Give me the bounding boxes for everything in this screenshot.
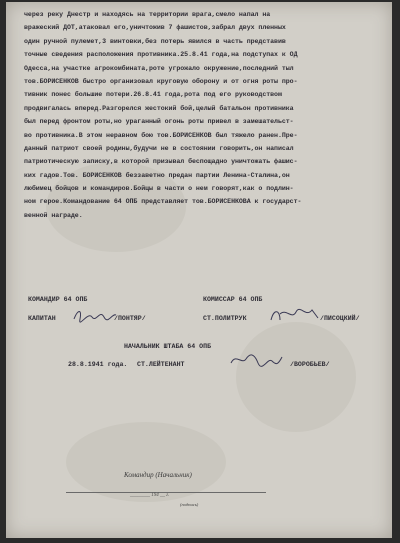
commander-name: /ПОНТЯР/ bbox=[114, 315, 146, 322]
form-commander-label: Командир (Начальник) bbox=[124, 471, 192, 479]
report-line: ном герое.Командование 64 ОПБ представляет тов.БОРИСЕНКОВА к государст- bbox=[24, 198, 302, 206]
report-line: тов.БОРИСЕНКОВ быстро организовал круговую оборону и от огня роты про- bbox=[24, 77, 298, 85]
report-line: венной награде. bbox=[24, 211, 83, 219]
report-line: продвигалась вперед.Разгорелся жестокий бой,целый батальон противника bbox=[24, 104, 294, 112]
report-line: любимец бойцов и командиров.Бойцы в части о нем говорят,как о подлин- bbox=[24, 185, 294, 193]
report-line: ких гадов.Тов. БОРИСЕНКОВ беззаветно предан партии Ленина-Сталина,он bbox=[24, 171, 290, 179]
staff-title: НАЧАЛЬНИК ШТАБА 64 ОПБ bbox=[124, 343, 212, 350]
document-sheet bbox=[6, 2, 392, 538]
report-line: тивник понес большие потери.26.8.41 года,рота под его руководством bbox=[24, 91, 282, 99]
report-line: патриотическую записку,в которой призывал беспощадно уничтожать фашис- bbox=[24, 158, 298, 166]
report-date: 28.8.1941 года. bbox=[68, 361, 128, 368]
report-line: во противника.В этом неравном бою тов.БОРИСЕНКОВ был тяжело ранен.Пре- bbox=[24, 131, 298, 139]
staff-signature-scrawl bbox=[228, 351, 284, 371]
report-line: вражеский ДОТ,атаковал его,уничтожив 7 фашистов,забрал двух пленных bbox=[24, 24, 286, 32]
report-line: точные сведения расположения противника.25.8.41 года,на подступах к ОД bbox=[24, 51, 298, 59]
commissar-rank: СТ.ПОЛИТРУК bbox=[203, 315, 247, 322]
commander-signature-scrawl bbox=[70, 305, 118, 325]
commander-title: КОМАНДИР 64 ОПБ bbox=[28, 296, 88, 303]
report-line: Одесса,на участке агрокомбината,роте угрожало окружение,последний тыл bbox=[24, 64, 294, 72]
signature-caption: (подпись) bbox=[180, 502, 199, 507]
report-line: один ручной пулемет,3 винтовки,без потерь явился в часть представив bbox=[24, 37, 286, 45]
report-line: был перед фронтом роты,но ураганный огонь роты привел в замешательст- bbox=[24, 118, 294, 126]
commissar-signature-scrawl bbox=[268, 304, 320, 326]
staff-name: /ВОРОБЬЕВ/ bbox=[290, 361, 330, 368]
staff-rank: СТ.ЛЕЙТЕНАНТ bbox=[137, 361, 185, 368]
commissar-title: КОМИССАР 64 ОПБ bbox=[203, 296, 263, 303]
date-line: ________ 194 __ г. bbox=[130, 493, 170, 498]
commissar-name: /ПИСОЦКИЙ/ bbox=[320, 315, 360, 322]
report-line: через реку Днестр и находясь на территории врага,смело напал на bbox=[24, 11, 271, 18]
report-body bbox=[24, 8, 384, 222]
report-line: данный патриот своей родины,будучи не в состоянии говорить,он написал bbox=[24, 144, 294, 152]
commander-rank: КАПИТАН bbox=[28, 315, 56, 322]
